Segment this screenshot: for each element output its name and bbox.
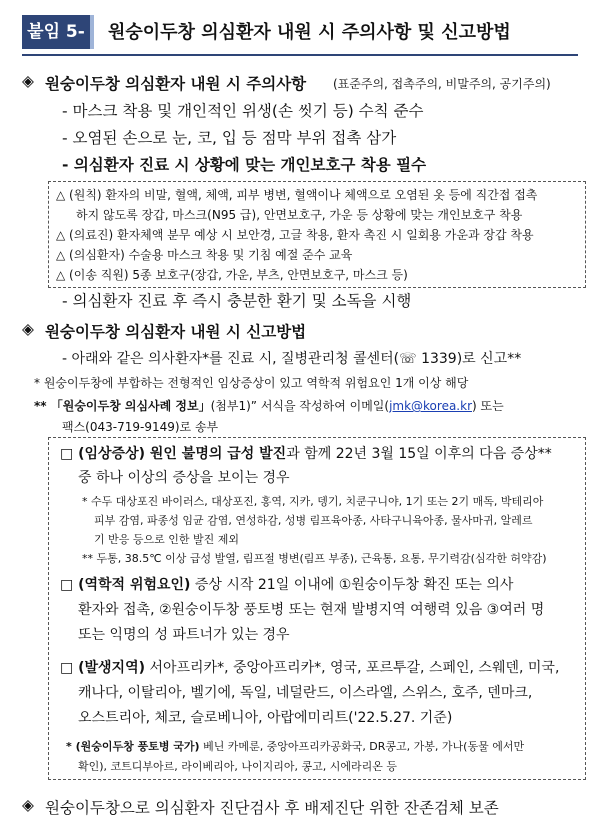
ppe-line: △ (이송 직원) 5종 보호구(장갑, 가운, 부츠, 안면보호구, 마스크 등) — [56, 268, 408, 282]
section1-item: - 의심환자 진료 시 상황에 맞는 개인보호구 착용 필수 — [62, 156, 427, 174]
exclusion-note: 기 반응 등으로 인한 발진 제외 — [94, 533, 239, 546]
endemic-note-cont: 확인), 코트디부아르, 라이베리아, 나이지리아, 콩고, 시에라리온 등 — [78, 760, 398, 773]
criterion-clinical-cont: 중 하나 이상의 증상을 보이는 경우 — [78, 470, 290, 486]
criterion-region-label: □ (발생지역) — [60, 660, 145, 676]
page-title: 원숭이두창 의심환자 내원 시 주의사항 및 신고방법 — [108, 22, 511, 43]
section3-text: 원숭이두창으로 의심환자 진단검사 후 배제진단 위한 잔존검체 보존 — [45, 799, 499, 817]
footnote-2 — [34, 397, 504, 414]
section1-heading: 원숭이두창 의심환자 내원 시 주의사항 — [45, 75, 307, 93]
ppe-line: △ (의료진) 환자체액 분무 예상 시 보안경, 고글 착용, 환자 촉진 시 일회용 가운과 장갑 착용 — [56, 228, 534, 242]
criterion-region-text: 서아프리카*, 중앙아프리카*, 영국, 포르투갈, 스페인, 스웨덴, 미국, — [149, 660, 560, 676]
criterion-region-cont: 캐나다, 이탈리아, 벨기에, 독일, 네덜란드, 이스라엘, 스위스, 호주, 덴마크, — [78, 685, 533, 701]
ppe-line: 하지 않도록 장갑, 마스크(N95 급), 안면보호구, 가운 등 상황에 맞는 개인보호구 착용 — [76, 208, 523, 222]
criterion-clinical-text: 과 함께 22년 3월 15일 이후의 다음 증상** — [286, 446, 552, 462]
endemic-note — [66, 738, 524, 754]
ppe-line: △ (원칙) 환자의 비말, 혈액, 체액, 피부 병변, 혈액이나 체액으로 오염된 옷 등에 직간접 접촉 — [56, 188, 538, 202]
symptom-note: ** 두통, 38.5℃ 이상 급성 발열, 림프절 병변(림프 부종), 근육통, 요통, 무기력감(심각한 허약감) — [82, 552, 547, 565]
section1-item: - 마스크 착용 및 개인적인 위생(손 씻기 등) 수칙 준수 — [62, 102, 424, 120]
section2-marker: ◈ — [22, 320, 34, 338]
endemic-note-label: * (원숭이두창 풍토병 국가) — [66, 740, 200, 753]
page-header — [22, 12, 578, 76]
criterion-region — [60, 657, 559, 677]
criterion-clinical-label: □ (임상증상) 원인 불명의 급성 발진 — [60, 446, 287, 462]
exclusion-note: * 수두 대상포진 바이러스, 대상포진, 홍역, 지카, 뎅기, 치쿤구니야, 1기 또는 2기 매독, 박테리아 — [82, 495, 544, 508]
footnote-2-end: ) 또는 — [472, 399, 504, 413]
footnote-1: * 원숭이두창에 부합하는 전형적인 임상증상이 있고 역학적 위험요인 1개 이상 해당 — [34, 376, 469, 390]
section2-heading: 원숭이두창 의심환자 내원 시 신고방법 — [45, 323, 307, 341]
form-name: ** 「원숭이두창 의심사례 정보」 — [34, 399, 211, 413]
form-attachment-note: (첨부1)” 서식을 작성하여 이메일( — [210, 399, 390, 413]
section1-marker: ◈ — [22, 72, 34, 90]
endemic-note-text: 베닌 카메룬, 중앙아프리카공화국, DR콩고, 가봉, 가나(동물 에서만 — [203, 740, 525, 753]
exclusion-note: 피부 감염, 파종성 임균 감염, 연성하감, 성병 림프육아종, 사타구니육아종, 물사마귀, 알레르 — [94, 514, 533, 527]
fax-line: 팩스(043-719-9149)로 송부 — [62, 420, 219, 434]
report-email-link[interactable]: jmk@korea.kr — [389, 399, 473, 413]
section3-marker: ◈ — [22, 796, 34, 814]
ppe-line: △ (의심환자) 수술용 마스크 착용 및 기침 예절 준수 교육 — [56, 248, 353, 262]
section1-heading-note: (표준주의, 접촉주의, 비말주의, 공기주의) — [333, 77, 551, 91]
criterion-epidemiological-label: □ (역학적 위험요인) — [60, 577, 191, 593]
criterion-clinical — [60, 443, 552, 463]
criterion-region-cont: 오스트리아, 체코, 슬로베니아, 아랍에미리트('22.5.27. 기준) — [78, 710, 453, 726]
report-line: - 아래와 같은 의사환자*를 진료 시, 질병관리청 콜센터(☏ 1339)로 신고** — [62, 351, 522, 367]
section1-after-box: - 의심환자 진료 후 즉시 충분한 환기 및 소독을 시행 — [62, 292, 412, 310]
attachment-badge: 붙임 5-1 — [22, 15, 94, 49]
header-rule — [22, 54, 578, 56]
criterion-epidemiological-text: 증상 시작 21일 이내에 ①원숭이두창 확진 또는 의사 — [194, 577, 514, 593]
section1-item: - 오염된 손으로 눈, 코, 입 등 점막 부위 접촉 삼가 — [62, 129, 397, 147]
criterion-epidemiological-cont: 환자와 접촉, ②원숭이두창 풍토병 또는 현재 발병지역 여행력 있음 ③여러 명 — [78, 602, 545, 618]
criterion-epidemiological — [60, 574, 513, 594]
criterion-epidemiological-cont: 또는 익명의 성 파트너가 있는 경우 — [78, 627, 290, 643]
